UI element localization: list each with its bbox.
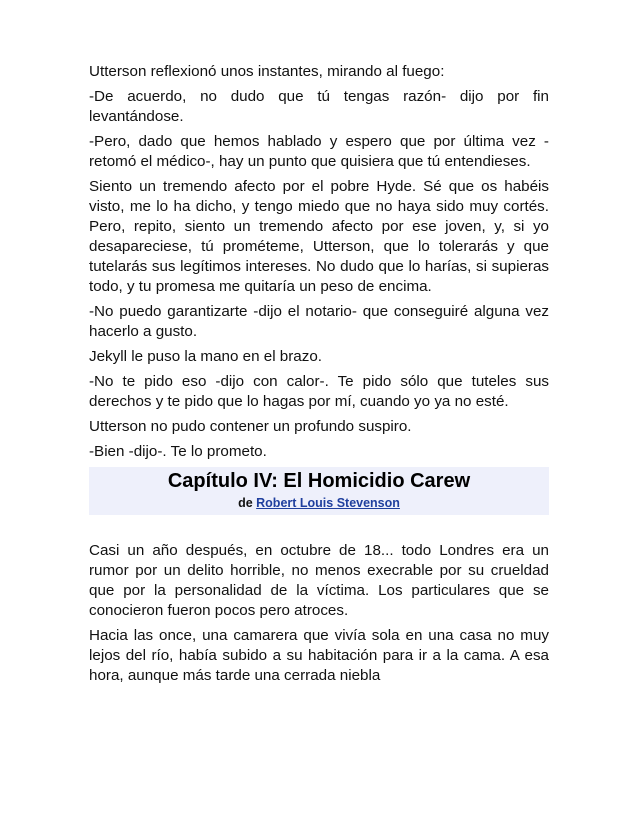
section-spacer — [89, 515, 549, 541]
paragraph-8: Utterson no pudo contener un profundo suspiro. — [89, 418, 412, 435]
paragraph-5: -No puedo garantizarte -dijo el notario- que conseguiré alguna vez hacerlo a gusto. — [89, 303, 549, 340]
paragraph-3: -Pero, dado que hemos hablado y espero que por última vez -retomó el médico-, hay un punto que quisiera que tú entendieses. — [89, 133, 549, 170]
author-link[interactable]: Robert Louis Stevenson — [256, 496, 400, 510]
chapter-byline — [89, 494, 549, 512]
byline-prefix: de — [238, 496, 253, 510]
paragraph-2: -De acuerdo, no dudo que tú tengas razón- dijo por fin levantándose. — [89, 88, 549, 125]
paragraph-10: Casi un año después, en octubre de 18... todo Londres era un rumor por un delito horrible, no menos execrable por su crueldad que por la personalidad de la víctima. Los particulares que se conocieron fueron pocos pero atroces. — [89, 542, 549, 619]
chapter-title: Capítulo IV: El Homicidio Carew — [167, 470, 471, 492]
paragraph-11: Hacia las once, una camarera que vivía sola en una casa no muy lejos del río, había subido a su habitación para ir a la cama. A esa hora, aunque más tarde una cerrada niebla — [89, 627, 549, 684]
paragraph-6: Jekyll le puso la mano en el brazo. — [89, 348, 323, 365]
paragraph-1: Utterson reflexionó unos instantes, mirando al fuego: — [89, 63, 445, 80]
chapter-header — [89, 467, 549, 515]
paragraph-7: -No te pido eso -dijo con calor-. Te pido sólo que tuteles sus derechos y te pido que lo hagas por mí, cuando yo ya no esté. — [89, 373, 549, 410]
document-page — [89, 62, 549, 691]
paragraph-9: -Bien -dijo-. Te lo prometo. — [89, 443, 267, 460]
paragraph-4: Siento un tremendo afecto por el pobre Hyde. Sé que os habéis visto, me lo ha dicho, y tengo miedo que no haya sido muy cortés. Pero, repito, siento un tremendo afecto por ese joven, y, si yo desapareciese, tú prométeme, Utterson, que lo tolerarás y que tutelarás sus legítimos intereses. No dudo que lo harías, si supieras todo, y tu promesa me quitaría un peso de encima. — [89, 178, 549, 295]
